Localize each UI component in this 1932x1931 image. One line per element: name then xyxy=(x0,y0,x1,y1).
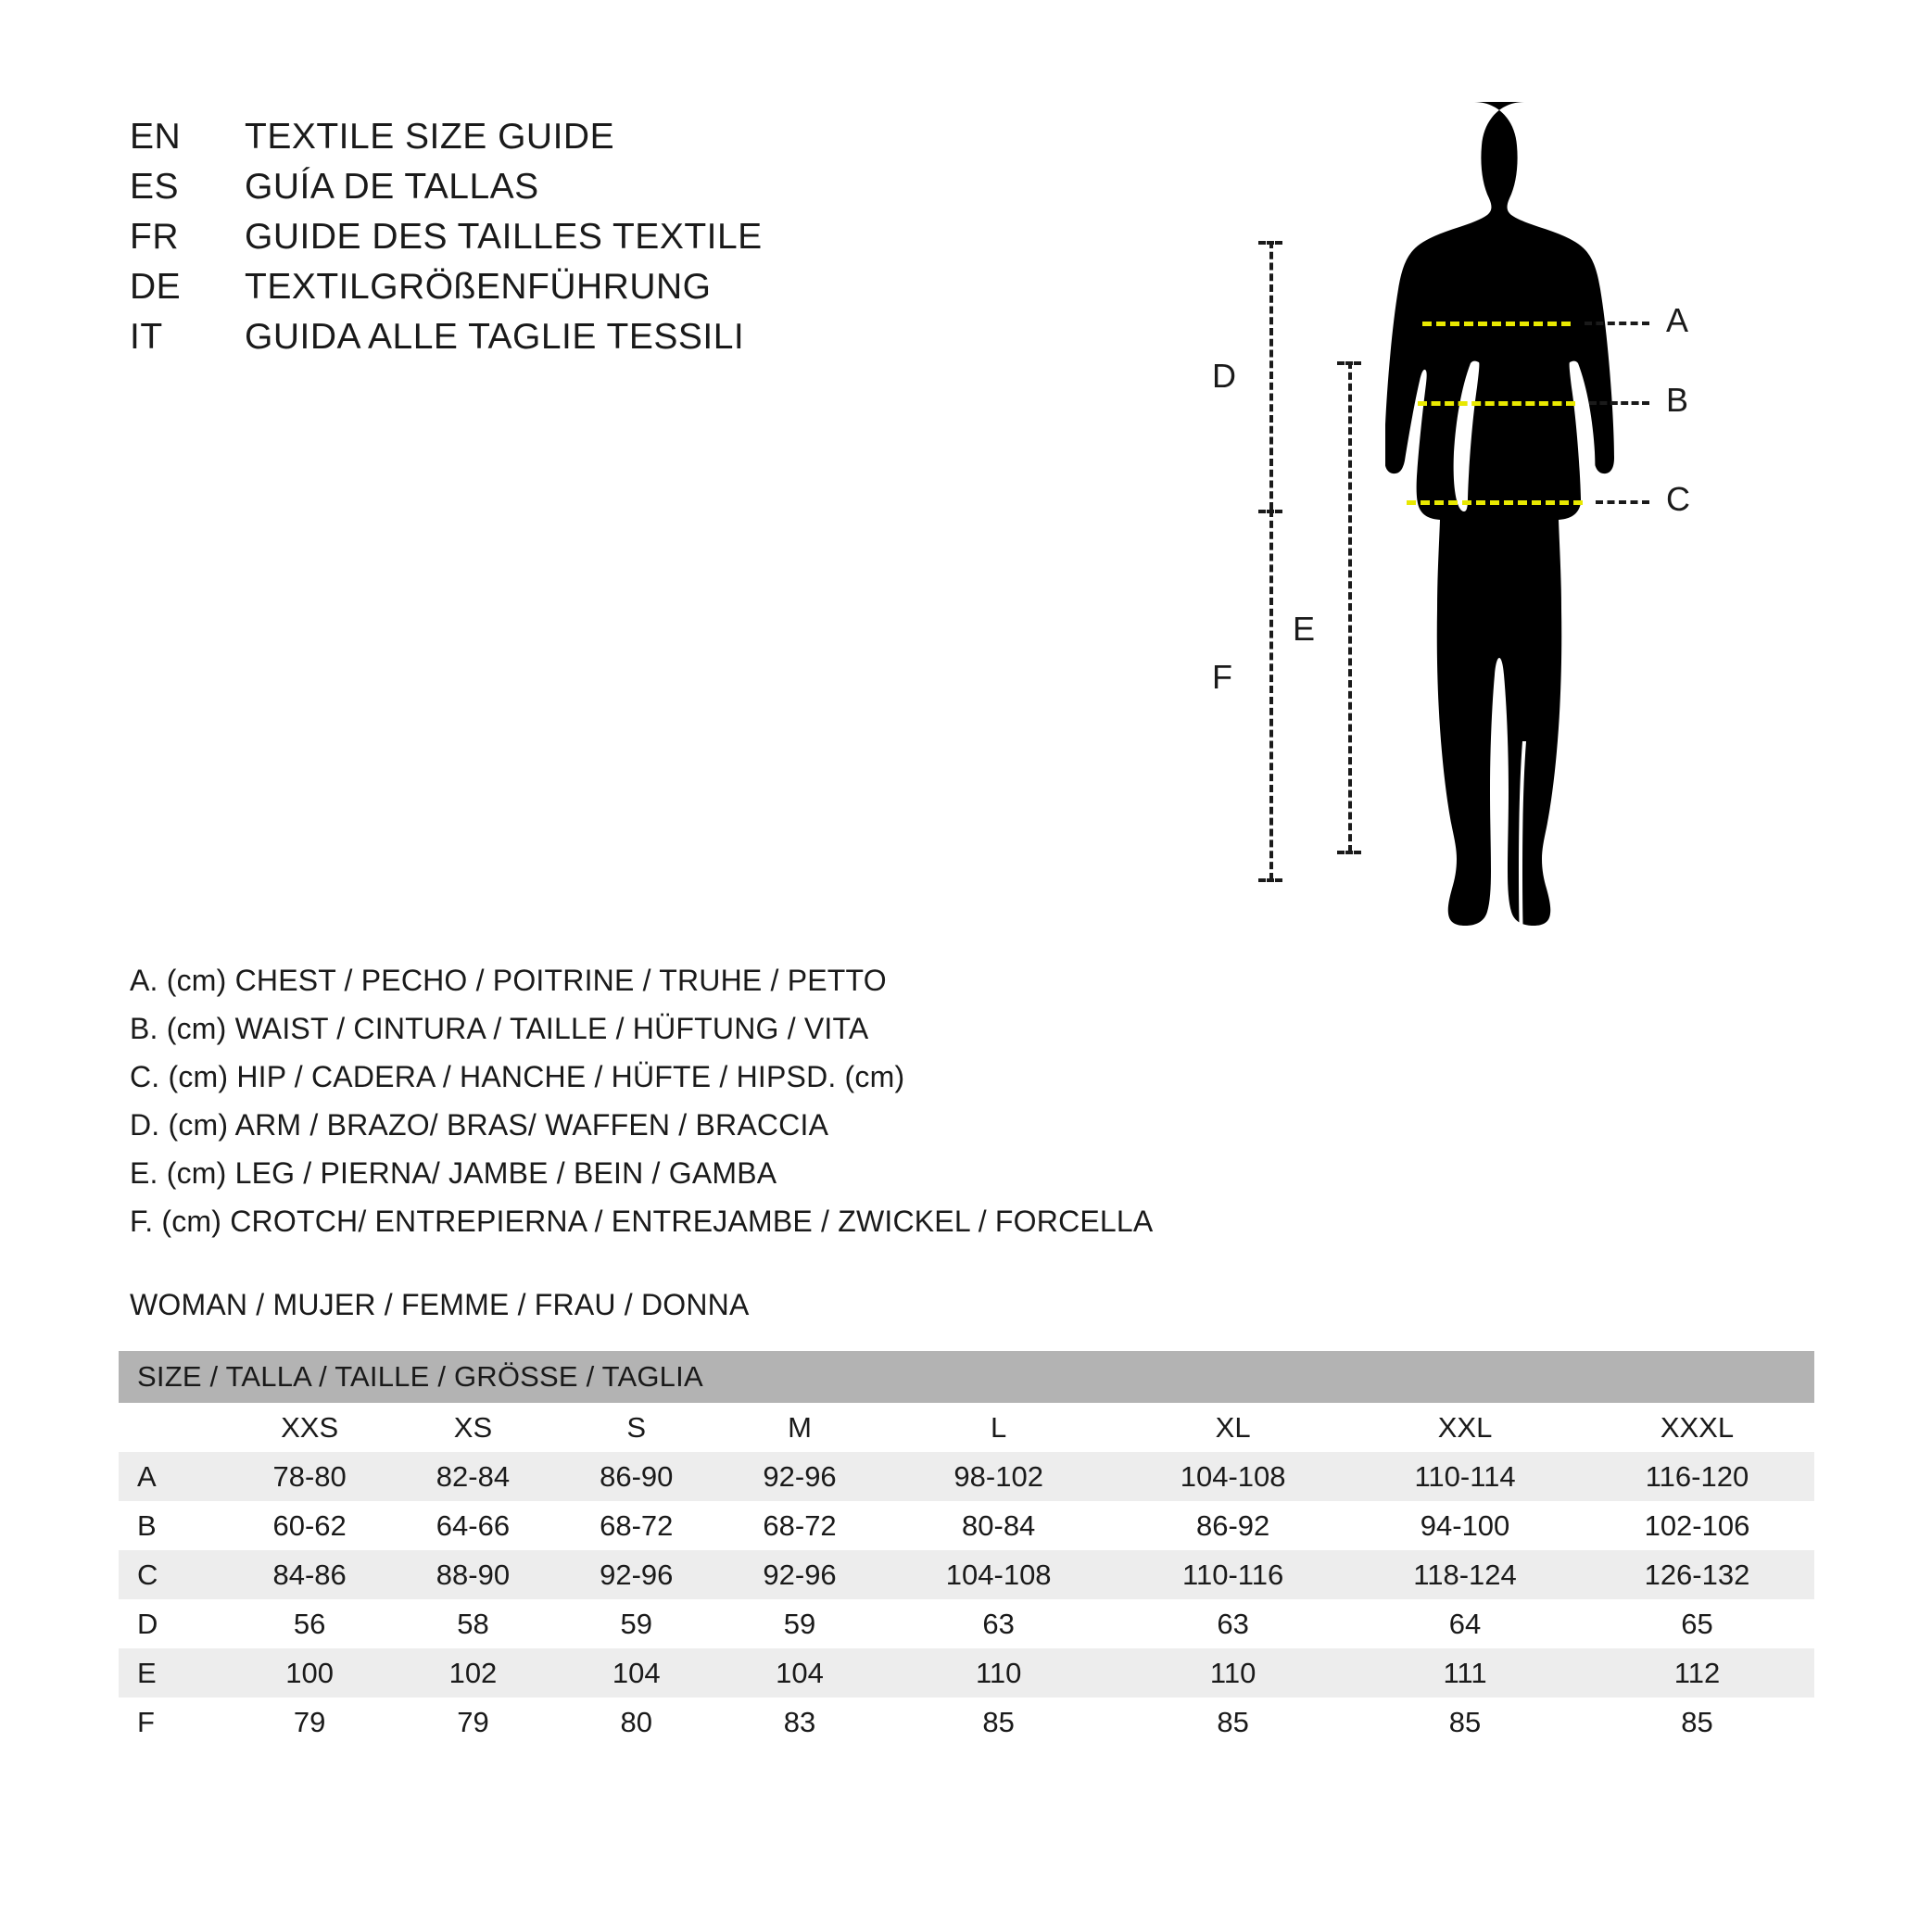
legend-item-d: D. (cm) ARM / BRAZO/ BRAS/ WAFFEN / BRACCIA xyxy=(130,1108,829,1142)
cell-b-xl: 86-92 xyxy=(1116,1501,1350,1550)
table-row xyxy=(119,1452,1814,1501)
language-title: GUIDA ALLE TAGLIE TESSILI xyxy=(245,317,745,357)
table-band-title-row xyxy=(119,1351,1814,1403)
table-row xyxy=(119,1501,1814,1550)
legend-item-f: F. (cm) CROTCH/ ENTREPIERNA / ENTREJAMBE / ZWICKEL / FORCELLA xyxy=(130,1205,1154,1238)
leg-dimension-tick-top xyxy=(1337,361,1361,365)
cell-c-xxs: 84-86 xyxy=(228,1550,391,1599)
section-caption: WOMAN / MUJER / FEMME / FRAU / DONNA xyxy=(130,1288,750,1321)
cell-d-xs: 58 xyxy=(391,1599,554,1648)
language-row xyxy=(130,267,763,317)
row-header-c: C xyxy=(119,1550,228,1599)
legend-item-e: E. (cm) LEG / PIERNA/ JAMBE / BEIN / GAMBA xyxy=(130,1156,777,1190)
cell-f-xxxl: 85 xyxy=(1580,1698,1814,1747)
cell-e-s: 104 xyxy=(555,1648,718,1698)
language-code: ES xyxy=(130,167,180,207)
cell-d-l: 63 xyxy=(881,1599,1116,1648)
legend-item-c: C. (cm) HIP / CADERA / HANCHE / HÜFTE / HIPSD. (cm) xyxy=(130,1060,905,1093)
language-title: GUÍA DE TALLAS xyxy=(245,167,539,207)
cell-d-xl: 63 xyxy=(1116,1599,1350,1648)
crotch-dimension-tick-bottom xyxy=(1258,878,1282,882)
cell-c-xl: 110-116 xyxy=(1116,1550,1350,1599)
label-f: F xyxy=(1212,658,1232,696)
label-e: E xyxy=(1293,610,1316,648)
waist-measure-line xyxy=(1418,401,1575,406)
cell-f-l: 85 xyxy=(881,1698,1116,1747)
column-header-xxl: XXL xyxy=(1350,1403,1580,1452)
cell-a-l: 98-102 xyxy=(881,1452,1116,1501)
cell-a-m: 92-96 xyxy=(718,1452,881,1501)
column-header-m: M xyxy=(718,1403,881,1452)
table-row xyxy=(119,1599,1814,1648)
label-c: C xyxy=(1666,480,1690,518)
cell-c-xxl: 118-124 xyxy=(1350,1550,1580,1599)
cell-e-xxs: 100 xyxy=(228,1648,391,1698)
leg-dimension-tick-bottom xyxy=(1337,851,1361,854)
cell-c-l: 104-108 xyxy=(881,1550,1116,1599)
table-row xyxy=(119,1550,1814,1599)
cell-f-xxs: 79 xyxy=(228,1698,391,1747)
cell-d-xxs: 56 xyxy=(228,1599,391,1648)
language-title: TEXTILE SIZE GUIDE xyxy=(245,117,615,157)
language-row xyxy=(130,167,763,217)
row-header-d: D xyxy=(119,1599,228,1648)
cell-f-m: 83 xyxy=(718,1698,881,1747)
cell-d-xxxl: 65 xyxy=(1580,1599,1814,1648)
cell-c-s: 92-96 xyxy=(555,1550,718,1599)
cell-e-xxl: 111 xyxy=(1350,1648,1580,1698)
cell-f-xs: 79 xyxy=(391,1698,554,1747)
column-header-xl: XL xyxy=(1116,1403,1350,1452)
cell-d-m: 59 xyxy=(718,1599,881,1648)
arm-dimension-tick-top xyxy=(1258,241,1282,245)
cell-e-m: 104 xyxy=(718,1648,881,1698)
table-corner-cell xyxy=(119,1403,228,1452)
cell-f-s: 80 xyxy=(555,1698,718,1747)
language-title-block xyxy=(130,117,763,367)
cell-b-m: 68-72 xyxy=(718,1501,881,1550)
column-header-xs: XS xyxy=(391,1403,554,1452)
cell-a-s: 86-90 xyxy=(555,1452,718,1501)
cell-a-xxs: 78-80 xyxy=(228,1452,391,1501)
cell-e-l: 110 xyxy=(881,1648,1116,1698)
cell-a-xxxl: 116-120 xyxy=(1580,1452,1814,1501)
language-code: FR xyxy=(130,217,179,257)
waist-leader-line xyxy=(1589,401,1649,405)
label-b: B xyxy=(1666,381,1689,419)
language-row xyxy=(130,217,763,267)
language-code: EN xyxy=(130,117,182,157)
row-header-e: E xyxy=(119,1648,228,1698)
row-header-a: A xyxy=(119,1452,228,1501)
cell-e-xs: 102 xyxy=(391,1648,554,1698)
row-header-b: B xyxy=(119,1501,228,1550)
cell-f-xl: 85 xyxy=(1116,1698,1350,1747)
language-title: GUIDE DES TAILLES TEXTILE xyxy=(245,217,763,257)
language-row xyxy=(130,117,763,167)
leg-dimension-line xyxy=(1348,361,1352,852)
column-header-xxs: XXS xyxy=(228,1403,391,1452)
cell-d-xxl: 64 xyxy=(1350,1599,1580,1648)
cell-a-xl: 104-108 xyxy=(1116,1452,1350,1501)
cell-b-xs: 64-66 xyxy=(391,1501,554,1550)
cell-f-xxl: 85 xyxy=(1350,1698,1580,1747)
chest-measure-line xyxy=(1422,322,1571,326)
cell-b-xxxl: 102-106 xyxy=(1580,1501,1814,1550)
language-code: IT xyxy=(130,317,163,357)
table-row xyxy=(119,1648,1814,1698)
cell-b-xxs: 60-62 xyxy=(228,1501,391,1550)
language-code: DE xyxy=(130,267,182,307)
female-silhouette-icon xyxy=(1385,93,1663,1186)
cell-d-s: 59 xyxy=(555,1599,718,1648)
table-header-row xyxy=(119,1403,1814,1452)
column-header-xxxl: XXXL xyxy=(1580,1403,1814,1452)
cell-c-xxxl: 126-132 xyxy=(1580,1550,1814,1599)
cell-e-xxxl: 112 xyxy=(1580,1648,1814,1698)
legend-item-b: B. (cm) WAIST / CINTURA / TAILLE / HÜFTUNG / VITA xyxy=(130,1012,869,1045)
column-header-l: L xyxy=(881,1403,1116,1452)
chest-leader-line xyxy=(1585,322,1649,325)
language-title: TEXTILGRÖßENFÜHRUNG xyxy=(245,267,712,307)
table-band-title: SIZE / TALLA / TAILLE / GRÖSSE / TAGLIA xyxy=(119,1351,1814,1403)
crotch-dimension-line xyxy=(1269,510,1273,880)
hip-leader-line xyxy=(1596,500,1649,504)
row-header-f: F xyxy=(119,1698,228,1747)
cell-b-s: 68-72 xyxy=(555,1501,718,1550)
cell-a-xs: 82-84 xyxy=(391,1452,554,1501)
size-table xyxy=(119,1351,1814,1747)
table-row xyxy=(119,1698,1814,1747)
hip-measure-line xyxy=(1407,500,1583,505)
arm-dimension-line xyxy=(1269,241,1273,510)
legend-item-a: A. (cm) CHEST / PECHO / POITRINE / TRUHE / PETTO xyxy=(130,964,887,997)
cell-c-xs: 88-90 xyxy=(391,1550,554,1599)
cell-a-xxl: 110-114 xyxy=(1350,1452,1580,1501)
measurement-diagram xyxy=(1140,65,1909,1205)
column-header-s: S xyxy=(555,1403,718,1452)
cell-e-xl: 110 xyxy=(1116,1648,1350,1698)
label-a: A xyxy=(1666,301,1689,339)
cell-b-l: 80-84 xyxy=(881,1501,1116,1550)
cell-b-xxl: 94-100 xyxy=(1350,1501,1580,1550)
language-row xyxy=(130,317,763,367)
cell-c-m: 92-96 xyxy=(718,1550,881,1599)
label-d: D xyxy=(1212,357,1236,395)
measurement-legend xyxy=(130,964,1153,1253)
